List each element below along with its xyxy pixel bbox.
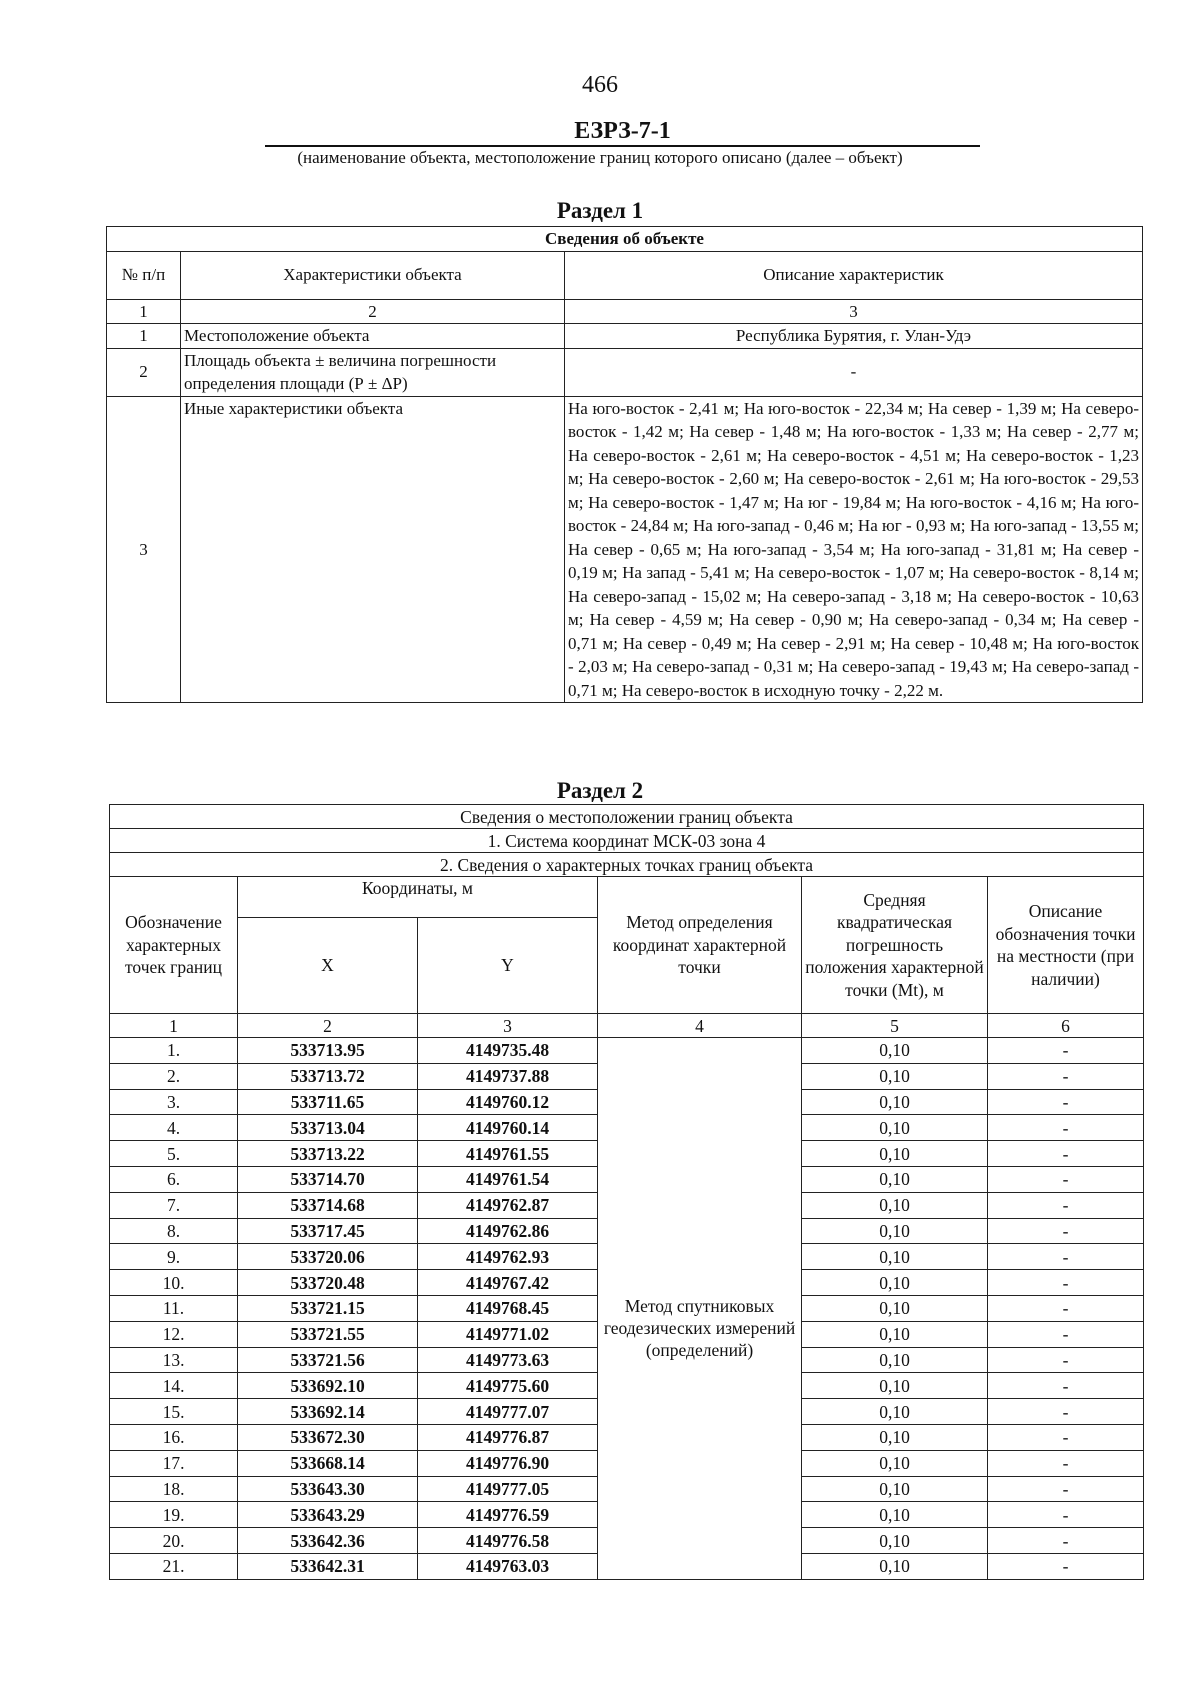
header-coordinates: Координаты, м [238, 877, 598, 918]
point-accuracy: 0,10 [802, 1141, 988, 1167]
header-num: № п/п [107, 251, 181, 299]
object-caption: (наименование объекта, местоположение границ которого описано (далее – объект) [297, 148, 903, 167]
point-y: 4149737.88 [418, 1063, 598, 1089]
point-number: 4. [110, 1115, 238, 1141]
point-accuracy: 0,10 [802, 1270, 988, 1296]
point-y: 4149777.07 [418, 1399, 598, 1425]
point-number: 21. [110, 1553, 238, 1579]
section1-title: Раздел 1 [556, 198, 644, 223]
point-y: 4149762.93 [418, 1244, 598, 1270]
row-value: - [565, 348, 1143, 396]
point-accuracy: 0,10 [802, 1166, 988, 1192]
point-description: - [988, 1166, 1144, 1192]
point-description: - [988, 1424, 1144, 1450]
point-accuracy: 0,10 [802, 1038, 988, 1064]
point-accuracy: 0,10 [802, 1373, 988, 1399]
row-name: Иные характеристики объекта [181, 396, 565, 703]
point-y: 4149761.54 [418, 1166, 598, 1192]
point-number: 14. [110, 1373, 238, 1399]
point-y: 4149762.86 [418, 1218, 598, 1244]
point-accuracy: 0,10 [802, 1553, 988, 1579]
point-x: 533692.14 [238, 1399, 418, 1425]
point-x: 533642.31 [238, 1553, 418, 1579]
page-number: 466 [582, 72, 618, 98]
point-accuracy: 0,10 [802, 1424, 988, 1450]
object-info-table [106, 226, 1143, 703]
point-accuracy: 0,10 [802, 1295, 988, 1321]
point-x: 533643.30 [238, 1476, 418, 1502]
point-number: 1. [110, 1038, 238, 1064]
point-description: - [988, 1399, 1144, 1425]
point-x: 533721.55 [238, 1321, 418, 1347]
point-number: 20. [110, 1528, 238, 1554]
header-designation: Обозначение характерных точек границ [110, 877, 238, 1014]
point-number: 2. [110, 1063, 238, 1089]
col-number: 4 [598, 1014, 802, 1038]
point-description: - [988, 1218, 1144, 1244]
point-description: - [988, 1553, 1144, 1579]
point-description: - [988, 1502, 1144, 1528]
row-name: Площадь объекта ± величина погрешности определения площади (Р ± ΔР) [181, 348, 565, 396]
col-number: 1 [110, 1014, 238, 1038]
point-x: 533711.65 [238, 1089, 418, 1115]
point-number: 8. [110, 1218, 238, 1244]
point-description: - [988, 1450, 1144, 1476]
point-description: - [988, 1192, 1144, 1218]
header-description: Описание обозначения точки на местности (при наличии) [988, 877, 1144, 1014]
section2-title: Раздел 2 [556, 778, 644, 803]
point-y: 4149763.03 [418, 1553, 598, 1579]
point-x: 533713.22 [238, 1141, 418, 1167]
point-accuracy: 0,10 [802, 1089, 988, 1115]
table-row [107, 324, 1143, 349]
table-row [107, 396, 1143, 703]
point-x: 533643.29 [238, 1502, 418, 1528]
point-description: - [988, 1038, 1144, 1064]
point-number: 18. [110, 1476, 238, 1502]
point-accuracy: 0,10 [802, 1244, 988, 1270]
object-name: ЕЗРЗ-7-1 [265, 117, 980, 147]
point-x: 533720.06 [238, 1244, 418, 1270]
point-accuracy: 0,10 [802, 1528, 988, 1554]
point-accuracy: 0,10 [802, 1115, 988, 1141]
point-accuracy: 0,10 [802, 1218, 988, 1244]
point-description: - [988, 1347, 1144, 1373]
point-number: 9. [110, 1244, 238, 1270]
header-method: Метод определения координат характерной точки [598, 877, 802, 1014]
header-y: Y [418, 918, 598, 1014]
point-accuracy: 0,10 [802, 1347, 988, 1373]
point-x: 533721.15 [238, 1295, 418, 1321]
point-number: 3. [110, 1089, 238, 1115]
col-number: 3 [418, 1014, 598, 1038]
point-y: 4149771.02 [418, 1321, 598, 1347]
header-description: Описание характеристик [565, 251, 1143, 299]
point-y: 4149760.14 [418, 1115, 598, 1141]
point-number: 12. [110, 1321, 238, 1347]
point-x: 533692.10 [238, 1373, 418, 1399]
point-y: 4149773.63 [418, 1347, 598, 1373]
point-x: 533713.72 [238, 1063, 418, 1089]
point-number: 6. [110, 1166, 238, 1192]
point-description: - [988, 1141, 1144, 1167]
header-x: X [238, 918, 418, 1014]
table-row [107, 348, 1143, 396]
point-x: 533717.45 [238, 1218, 418, 1244]
point-description: - [988, 1115, 1144, 1141]
col-number: 2 [181, 299, 565, 324]
col-number: 1 [107, 299, 181, 324]
point-description: - [988, 1089, 1144, 1115]
point-y: 4149776.87 [418, 1424, 598, 1450]
point-y: 4149767.42 [418, 1270, 598, 1296]
row-num: 3 [107, 396, 181, 703]
point-description: - [988, 1270, 1144, 1296]
point-method: Метод спутниковых геодезических измерений (определений) [598, 1038, 802, 1580]
col-number: 5 [802, 1014, 988, 1038]
object-info-table-title: Сведения об объекте [107, 227, 1143, 252]
point-x: 533720.48 [238, 1270, 418, 1296]
point-x: 533668.14 [238, 1450, 418, 1476]
point-description: - [988, 1063, 1144, 1089]
boundary-table-title: Сведения о местоположении границ объекта [110, 805, 1144, 829]
point-number: 11. [110, 1295, 238, 1321]
point-y: 4149776.58 [418, 1528, 598, 1554]
point-x: 533714.68 [238, 1192, 418, 1218]
col-number: 2 [238, 1014, 418, 1038]
point-description: - [988, 1373, 1144, 1399]
point-number: 5. [110, 1141, 238, 1167]
row-value: Республика Бурятия, г. Улан-Удэ [565, 324, 1143, 349]
table-row [110, 1038, 1144, 1064]
point-y: 4149760.12 [418, 1089, 598, 1115]
row-name: Местоположение объекта [181, 324, 565, 349]
row-value: На юго-восток - 2,41 м; На юго-восток - 22,34 м; На север - 1,39 м; На северо-восток - 1,42 м; На север - 1,48 м; На юго-восток - 1,33 м; На север - 2,77 м; На северо-восток - 2,61 м; На северо-восток - 4,51 м; На северо-восток - 1,23 м; На северо-восток - 2,60 м; На северо-восток - 2,61 м; На юго-восток - 29,53 м; На северо-восток - 1,47 м; На юг - 19,84 м; На юго-восток - 4,16 м; На юго-восток - 24,84 м; На юго-запад - 0,46 м; На юг - 0,93 м; На юго-запад - 13,55 м; На север - 0,65 м; На юго-запад - 3,54 м; На юго-запад - 31,81 м; На север - 0,19 м; На запад - 5,41 м; На северо-восток - 1,07 м; На северо-восток - 8,14 м; На северо-запад - 15,02 м; На северо-запад - 3,18 м; На северо-восток - 10,63 м; На север - 4,59 м; На север - 0,90 м; На северо-запад - 0,34 м; На север - 0,71 м; На север - 0,49 м; На север - 2,91 м; На север - 10,48 м; На юго-восток - 2,03 м; На северо-запад - 0,31 м; На северо-запад - 19,43 м; На северо-запад - 0,71 м; На северо-восток в исходную точку - 2,22 м. [565, 396, 1143, 703]
point-number: 7. [110, 1192, 238, 1218]
row-num: 2 [107, 348, 181, 396]
point-accuracy: 0,10 [802, 1502, 988, 1528]
point-number: 10. [110, 1270, 238, 1296]
point-y: 4149768.45 [418, 1295, 598, 1321]
point-y: 4149776.59 [418, 1502, 598, 1528]
point-accuracy: 0,10 [802, 1399, 988, 1425]
point-number: 16. [110, 1424, 238, 1450]
point-description: - [988, 1528, 1144, 1554]
point-accuracy: 0,10 [802, 1192, 988, 1218]
point-x: 533672.30 [238, 1424, 418, 1450]
col-number: 3 [565, 299, 1143, 324]
point-x: 533713.95 [238, 1038, 418, 1064]
point-y: 4149735.48 [418, 1038, 598, 1064]
point-y: 4149762.87 [418, 1192, 598, 1218]
point-number: 19. [110, 1502, 238, 1528]
point-number: 15. [110, 1399, 238, 1425]
boundary-points-table [109, 804, 1144, 1580]
point-accuracy: 0,10 [802, 1476, 988, 1502]
point-accuracy: 0,10 [802, 1450, 988, 1476]
point-description: - [988, 1321, 1144, 1347]
point-description: - [988, 1244, 1144, 1270]
point-x: 533721.56 [238, 1347, 418, 1373]
header-characteristics: Характеристики объекта [181, 251, 565, 299]
point-y: 4149761.55 [418, 1141, 598, 1167]
header-accuracy: Средняя квадратическая погрешность положения характерной точки (Mt), м [802, 877, 988, 1014]
point-x: 533714.70 [238, 1166, 418, 1192]
point-accuracy: 0,10 [802, 1063, 988, 1089]
point-number: 13. [110, 1347, 238, 1373]
point-x: 533713.04 [238, 1115, 418, 1141]
point-y: 4149776.90 [418, 1450, 598, 1476]
point-description: - [988, 1476, 1144, 1502]
point-y: 4149775.60 [418, 1373, 598, 1399]
point-number: 17. [110, 1450, 238, 1476]
coordinate-system: 1. Система координат МСК-03 зона 4 [110, 829, 1144, 853]
points-title: 2. Сведения о характерных точках границ объекта [110, 853, 1144, 877]
col-number: 6 [988, 1014, 1144, 1038]
point-accuracy: 0,10 [802, 1321, 988, 1347]
row-num: 1 [107, 324, 181, 349]
point-y: 4149777.05 [418, 1476, 598, 1502]
point-description: - [988, 1295, 1144, 1321]
point-x: 533642.36 [238, 1528, 418, 1554]
